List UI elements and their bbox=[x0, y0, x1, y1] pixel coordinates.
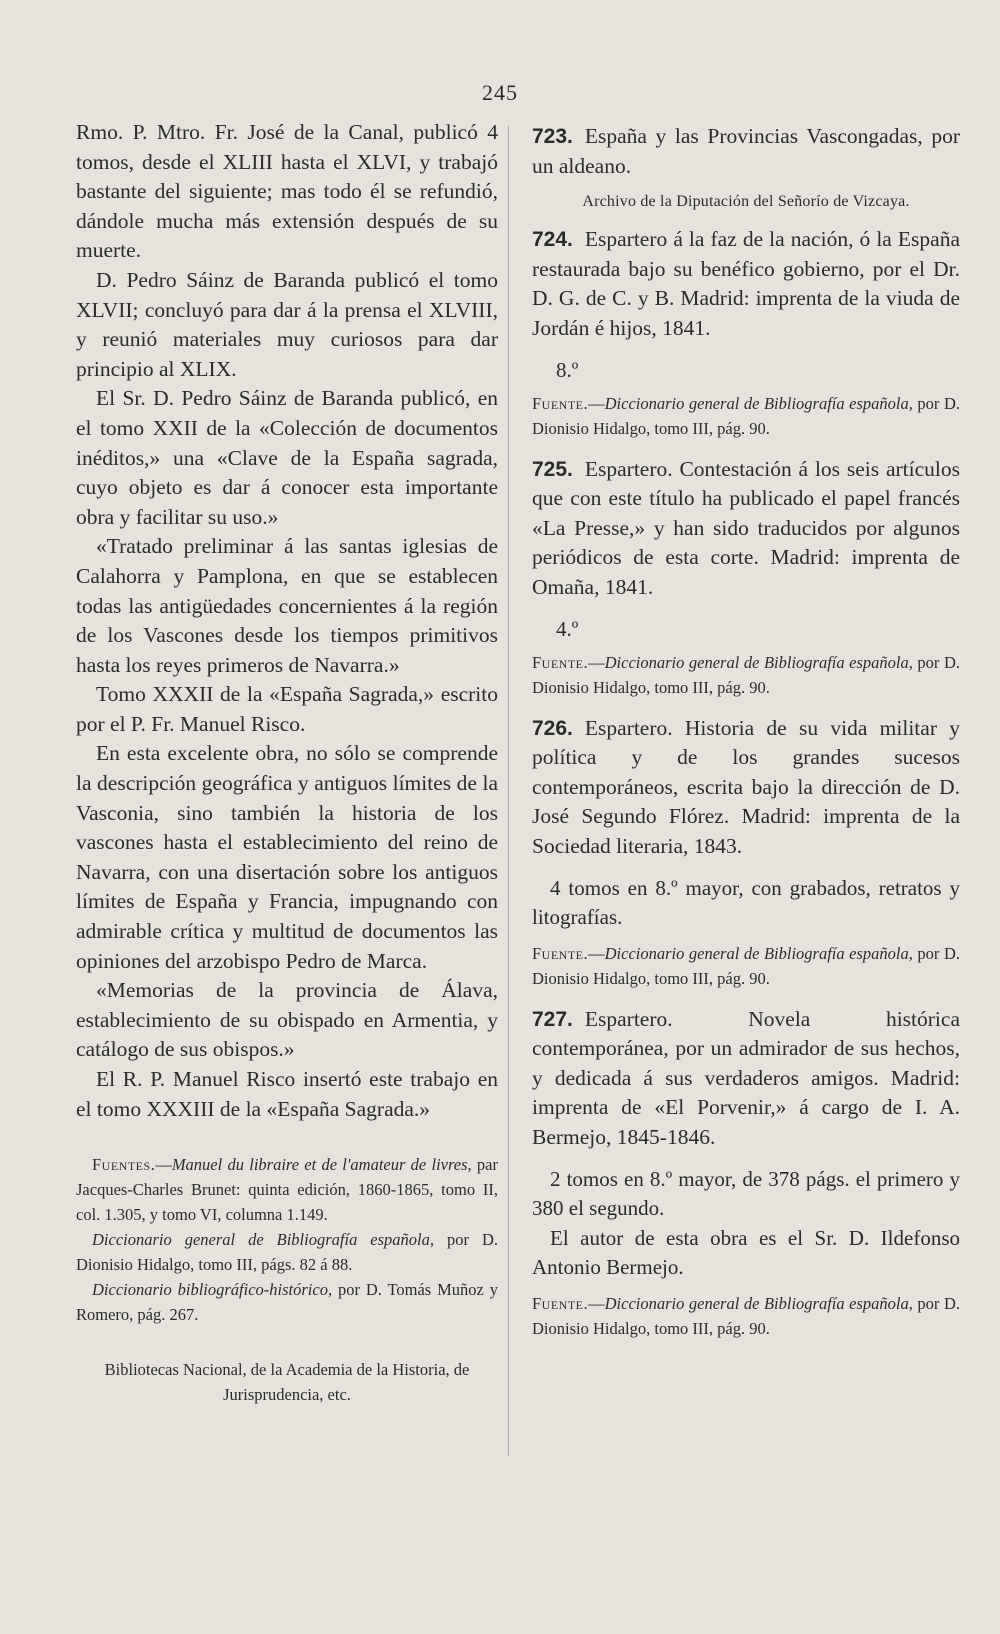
paragraph-risco: El R. P. Manuel Risco insertó este trabajo en el tomo XXXIII de la «España Sagrada.» bbox=[76, 1067, 498, 1121]
entry-source: Fuente.—Diccionario general de Bibliografía española, por D. Dionisio Hidalgo, tomo III, pág. 90. bbox=[532, 652, 960, 697]
entry-source: Fuente.—Diccionario general de Bibliografía española, por D. Dionisio Hidalgo, tomo III, pág. 90. bbox=[532, 1294, 960, 1339]
paragraph-clave: El Sr. D. Pedro Sáinz de Baranda publicó, en el tomo XXII de la «Colección de documentos inéditos,» una «Clave de la España sagrada, cuyo objeto es dar á conocer esta importante obra y facilitar su uso.» bbox=[76, 386, 498, 529]
entry-number: 725. bbox=[532, 457, 573, 481]
source-hidalgo: Diccionario general de Bibliografía española, por D. Dionisio Hidalgo, tomo III, págs. 82 á 88. bbox=[76, 1230, 498, 1275]
entry-number: 726. bbox=[532, 716, 573, 740]
entry-source: Fuente.—Diccionario general de Bibliografía española, por D. Dionisio Hidalgo, tomo III, pág. 90. bbox=[532, 943, 960, 988]
sources-label: Fuentes. bbox=[92, 1155, 156, 1175]
entry-text: Espartero. Historia de su vida militar y política y de los grandes sucesos contemporáneos, escrita bajo la dirección de D. José Segundo Flórez. Madrid: imprenta de la Sociedad literaria, 1843. bbox=[532, 715, 960, 858]
entry-725 bbox=[532, 455, 960, 700]
source-title: Manuel du libraire et de l'amateur de livres bbox=[171, 1155, 468, 1175]
archive-location: Archivo de la Diputación del Señorío de Vizcaya. bbox=[582, 193, 910, 211]
sources-block bbox=[76, 1152, 498, 1327]
entry-text: Espartero. Contestación á los seis artículos que con este título ha publicado el papel francés «La Presse,» y han sido traducidos por algunos periódicos de esta corte. Madrid: imprenta de Omaña, 1841. bbox=[532, 456, 960, 599]
entry-format: 4.º bbox=[556, 616, 579, 641]
entry-723 bbox=[532, 122, 960, 211]
source-brunet: Fuentes.—Manuel du libraire et de l'amateur de livres, par Jacques-Charles Brunet: quinta edición, 1860-1865, tomo II, col. 1.305, y tomo VI, columna 1.149. bbox=[76, 1155, 498, 1225]
entry-number: 723. bbox=[532, 125, 573, 148]
source-title: Diccionario general de Bibliografía española bbox=[92, 1230, 430, 1250]
entry-number: 727. bbox=[532, 1007, 573, 1031]
column-divider bbox=[508, 126, 509, 1456]
paragraph-memorias: «Memorias de la provincia de Álava, establecimiento de su obispado en Armentia, y catálogo de sus obispos.» bbox=[76, 978, 498, 1062]
source-title: Diccionario bibliográfico-histórico bbox=[92, 1280, 328, 1300]
libraries-note: Bibliotecas Nacional, de la Academia de la Historia, de Jurisprudencia, etc. bbox=[104, 1360, 470, 1405]
entry-note: El autor de esta obra es el Sr. D. Ildefonso Antonio Bermejo. bbox=[532, 1225, 960, 1280]
entry-724 bbox=[532, 225, 960, 440]
entry-727 bbox=[532, 1005, 960, 1341]
entry-number: 724. bbox=[532, 228, 573, 252]
entry-format: 4 tomos en 8.º mayor, con grabados, retratos y litografías. bbox=[532, 875, 960, 930]
page-number: 245 bbox=[482, 80, 518, 105]
paragraph-canal: Rmo. P. Mtro. Fr. José de la Canal, publicó 4 tomos, desde el XLIII hasta el XLVI, y trabajó bastante del siguiente; mas todo él se refundió, dándole mucha más extensión después de su muerte. bbox=[76, 120, 498, 263]
source-munoz: Diccionario bibliográfico-histórico, por D. Tomás Muñoz y Romero, pág. 267. bbox=[76, 1280, 498, 1325]
entry-format: 8.º bbox=[556, 357, 579, 382]
entry-726 bbox=[532, 714, 960, 991]
entry-source: Fuente.—Diccionario general de Bibliografía española, por D. Dionisio Hidalgo, tomo III, pág. 90. bbox=[532, 393, 960, 438]
paragraph-excelente-obra: En esta excelente obra, no sólo se comprende la descripción geográfica y antiguos límites de la Vasconia, sino también la historia de los vascones hasta el establecimiento del reino de Navarra, con una disertación sobre los antiguos límites de España y Francia, impugnando con admirable crítica y multitud de documentos las opiniones del arzobispo Pedro de Marca. bbox=[76, 741, 498, 973]
paragraph-sainz-tomo: D. Pedro Sáinz de Baranda publicó el tomo XLVII; concluyó para dar á la prensa el XLVIII, y reunió materiales muy curiosos para dar principio al XLIX. bbox=[76, 267, 498, 381]
paragraph-tomo-xxxii: Tomo XXXII de la «España Sagrada,» escrito por el P. Fr. Manuel Risco. bbox=[76, 682, 498, 736]
paragraph-tratado: «Tratado preliminar á las santas iglesias de Calahorra y Pamplona, en que se establecen todas las antigüedades concernientes á la región de los Vascones desde los tiempos primitivos hasta los reyes primeros de Navarra.» bbox=[76, 534, 498, 677]
entry-format: 2 tomos en 8.º mayor, de 378 págs. el primero y 380 el segundo. bbox=[532, 1166, 960, 1221]
right-column bbox=[532, 122, 960, 1355]
entry-text: Espartero á la faz de la nación, ó la España restaurada bajo su benéfico gobierno, por el Dr. D. G. de C. y B. Madrid: imprenta de la viuda de Jordán é hijos, 1841. bbox=[532, 227, 960, 340]
entry-text: Espartero. Novela histórica contemporánea, por un admirador de sus hechos, y dedicada á sus verdaderos amigos. Madrid: imprenta de «El Porvenir,» á cargo de I. A. Bermejo, 1845-1846. bbox=[532, 1006, 960, 1150]
entry-text: España y las Provincias Vascongadas, por un aldeano. bbox=[532, 124, 960, 178]
left-column bbox=[76, 118, 498, 1407]
